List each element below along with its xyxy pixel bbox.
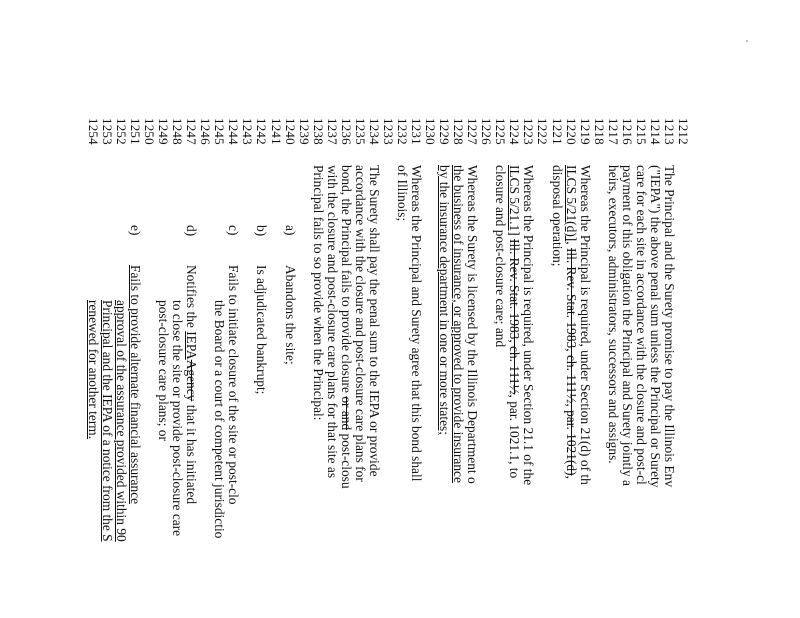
text-run: Principal fails to so provide when the Principal: [310, 165, 326, 421]
document-line [423, 0, 437, 618]
document-line [564, 0, 578, 618]
line-number: 1247 [184, 118, 200, 145]
text-run: ("IEPA") the above penal sum unless the Principal or Surety [647, 165, 663, 488]
text-run: Whereas the Principal and Surety agree that this bond shall [409, 165, 425, 482]
underlined-insertion: IEPA [184, 331, 200, 360]
text-run: the Board or a court of competent jurisdictio [212, 300, 228, 539]
line-text [465, 165, 479, 484]
line-text [156, 300, 170, 441]
document-line [634, 0, 648, 618]
line-number: 1216 [619, 118, 635, 145]
text-run: Whereas the Principal is required, under Section 21(d) of th [577, 165, 593, 485]
line-number: 1222 [535, 118, 551, 145]
line-number: 1246 [198, 118, 214, 145]
line-number: 1232 [395, 118, 410, 145]
line-number: 1233 [380, 118, 396, 145]
line-text [521, 165, 535, 485]
document-line [325, 0, 339, 618]
text-run: with the closure and post-closure care plans for that site as [324, 165, 340, 479]
line-text [662, 165, 676, 487]
document-line [156, 0, 170, 618]
text-run: Fails to initiate closure of the site or post-clo [226, 265, 242, 505]
text-run: Whereas the Surety is licensed by the Illinois Department o [465, 165, 481, 484]
text-run: bond, the Principal fails to provide closure [338, 165, 354, 397]
line-number: 1231 [409, 118, 425, 145]
document-line [479, 0, 493, 618]
text-run: accordance with the closure and post-closure care plans for [352, 165, 368, 482]
list-marker: a) [282, 225, 298, 236]
line-number: 1226 [479, 118, 495, 145]
document-line [395, 0, 409, 618]
struck-deletion: Ill. Rev. Stat. 1983, ch. 111½, par. 1021(d) [563, 247, 579, 476]
line-text [451, 165, 465, 483]
line-text [212, 300, 226, 538]
line-text [226, 265, 240, 505]
line-number: 1217 [605, 118, 621, 145]
list-marker: b) [254, 225, 270, 237]
line-text [86, 300, 100, 439]
line-text [493, 165, 507, 347]
text-run: The Principal and the Surety promise to pay the Illinois Env [661, 165, 677, 488]
line-number: 1234 [366, 118, 382, 145]
line-number: 1253 [99, 118, 115, 145]
text-run: disposal operation; [549, 165, 565, 267]
document-line [128, 0, 142, 618]
line-number: 1250 [142, 118, 158, 145]
document-line [536, 0, 550, 618]
document-line [550, 0, 564, 618]
line-number: 1227 [465, 118, 481, 145]
document-line [437, 0, 451, 618]
line-text [339, 165, 353, 489]
document-line [409, 0, 423, 618]
text-run: Whereas the Principal is required, under Section 21.1 of the [521, 165, 537, 486]
line-number: 1230 [423, 118, 439, 145]
document-line [507, 0, 521, 618]
scan-speck [746, 40, 748, 42]
underlined-insertion: approval of the assurance provided within 90 [114, 300, 129, 542]
line-text [100, 300, 114, 542]
underlined-insertion: the business of insurance, or approved to provide insurance [451, 165, 467, 483]
line-text [620, 165, 634, 486]
line-number: 1242 [254, 118, 270, 145]
line-number: 1248 [170, 118, 186, 145]
line-number: 1225 [493, 118, 509, 145]
list-marker: d) [184, 225, 200, 237]
text-run: care for each site in accordance with the closure and post-cl [633, 165, 649, 485]
line-number: 1212 [676, 118, 691, 145]
line-text [170, 300, 184, 536]
line-text [184, 265, 198, 504]
underlined-insertion: Fails to provide alternate financial assurance [128, 265, 144, 505]
document-line [662, 0, 676, 618]
text-run: post-closu [338, 430, 354, 489]
line-number: 1224 [507, 118, 523, 145]
document-line [676, 0, 690, 618]
text-run: Notifies the [184, 265, 200, 332]
line-number: 1214 [647, 118, 663, 145]
document-line [184, 0, 198, 618]
document-line [578, 0, 592, 618]
text-run: heirs, executors, administrators, successors and assigns. [605, 165, 621, 464]
line-number: 1244 [226, 118, 242, 145]
document-line [198, 0, 212, 618]
line-text [283, 265, 297, 365]
line-number: 1236 [338, 118, 354, 145]
line-number: 1229 [437, 118, 453, 145]
document-line [521, 0, 535, 618]
line-text [325, 165, 339, 478]
document-line [311, 0, 325, 618]
line-number: 1228 [451, 118, 467, 145]
underlined-insertion: by the insurance department in one or more states; [437, 165, 453, 435]
document-line [170, 0, 184, 618]
line-text [353, 165, 367, 482]
document-line [381, 0, 395, 618]
text-run: , par. 1021.1, to [507, 394, 523, 479]
document-line [592, 0, 606, 618]
document-line [367, 0, 381, 618]
line-text [437, 165, 451, 435]
document-line [142, 0, 156, 618]
line-text [311, 165, 325, 421]
document-line [606, 0, 620, 618]
document-line [493, 0, 507, 618]
text-run: of Illinois; [395, 165, 410, 222]
line-number: 1239 [296, 118, 312, 145]
text-run: , [563, 475, 579, 479]
line-text [564, 165, 578, 479]
line-number: 1254 [85, 118, 101, 145]
line-number: 1240 [282, 118, 298, 145]
line-text [578, 165, 592, 485]
document-line [226, 0, 240, 618]
line-text [648, 165, 662, 487]
line-number: 1243 [240, 118, 256, 145]
line-text [128, 265, 142, 504]
line-number: 1221 [549, 118, 565, 145]
document-line [240, 0, 254, 618]
line-text [507, 165, 521, 478]
document-line [648, 0, 662, 618]
document-line [353, 0, 367, 618]
line-number: 1220 [563, 118, 579, 145]
text-run: Is adjudicated bankrupt; [254, 265, 270, 395]
line-text [606, 165, 620, 464]
text-run: that it has initiated [184, 401, 200, 505]
line-number: 1252 [114, 118, 129, 145]
text-run: to close the site or provide post-closure care [170, 300, 186, 537]
document-line [451, 0, 465, 618]
list-marker: c) [226, 225, 242, 236]
document-line [255, 0, 269, 618]
struck-deletion: Ill. Rev. Stat. 1983, ch. 111½ [507, 239, 523, 395]
text-run: , [563, 241, 579, 248]
document-line [283, 0, 297, 618]
underlined-insertion: renewed for another term. [85, 300, 101, 440]
line-number: 1249 [156, 118, 172, 145]
list-marker: e) [128, 225, 144, 236]
text-run: post-closure care plans; or [156, 300, 172, 441]
document-line [100, 0, 114, 618]
document-line [620, 0, 634, 618]
line-number: 1219 [577, 118, 593, 145]
line-text [634, 165, 648, 485]
document-line [297, 0, 311, 618]
struck-deletion: or and [338, 396, 354, 431]
line-text [409, 165, 423, 481]
line-number: 1223 [521, 118, 537, 145]
text-run: The Surety shall pay the penal sum to the IEPA or provide [366, 165, 382, 477]
line-text [367, 165, 381, 477]
text-run: closure and post-closure care; and [493, 165, 509, 348]
document-line [269, 0, 283, 618]
document-line [114, 0, 128, 618]
line-text [114, 300, 128, 542]
line-number: 1235 [352, 118, 368, 145]
struck-deletion: Agency [184, 359, 200, 402]
line-number: 1237 [324, 118, 340, 145]
line-number: 1241 [268, 118, 284, 145]
document-line [339, 0, 353, 618]
underlined-insertion: Principal and the IEPA of a notice from the S [99, 300, 115, 542]
document-line [212, 0, 226, 618]
line-number: 1245 [212, 118, 228, 145]
document-line [86, 0, 100, 618]
line-text [255, 265, 269, 394]
line-number: 1218 [591, 118, 607, 145]
line-text [550, 165, 564, 267]
line-number: 1238 [310, 118, 326, 145]
line-number: 1251 [128, 118, 144, 145]
text-run: Abandons the site; [282, 265, 298, 365]
underlined-insertion: ILCS 5/21(d)] [563, 165, 579, 242]
document-line [465, 0, 479, 618]
text-run: payment of this obligation the Principal and Surety jointly a [619, 165, 635, 486]
underlined-insertion: ILCS 5/21.1] [507, 165, 523, 236]
line-text [395, 165, 409, 221]
line-number: 1213 [661, 118, 677, 145]
line-number: 1215 [633, 118, 649, 145]
